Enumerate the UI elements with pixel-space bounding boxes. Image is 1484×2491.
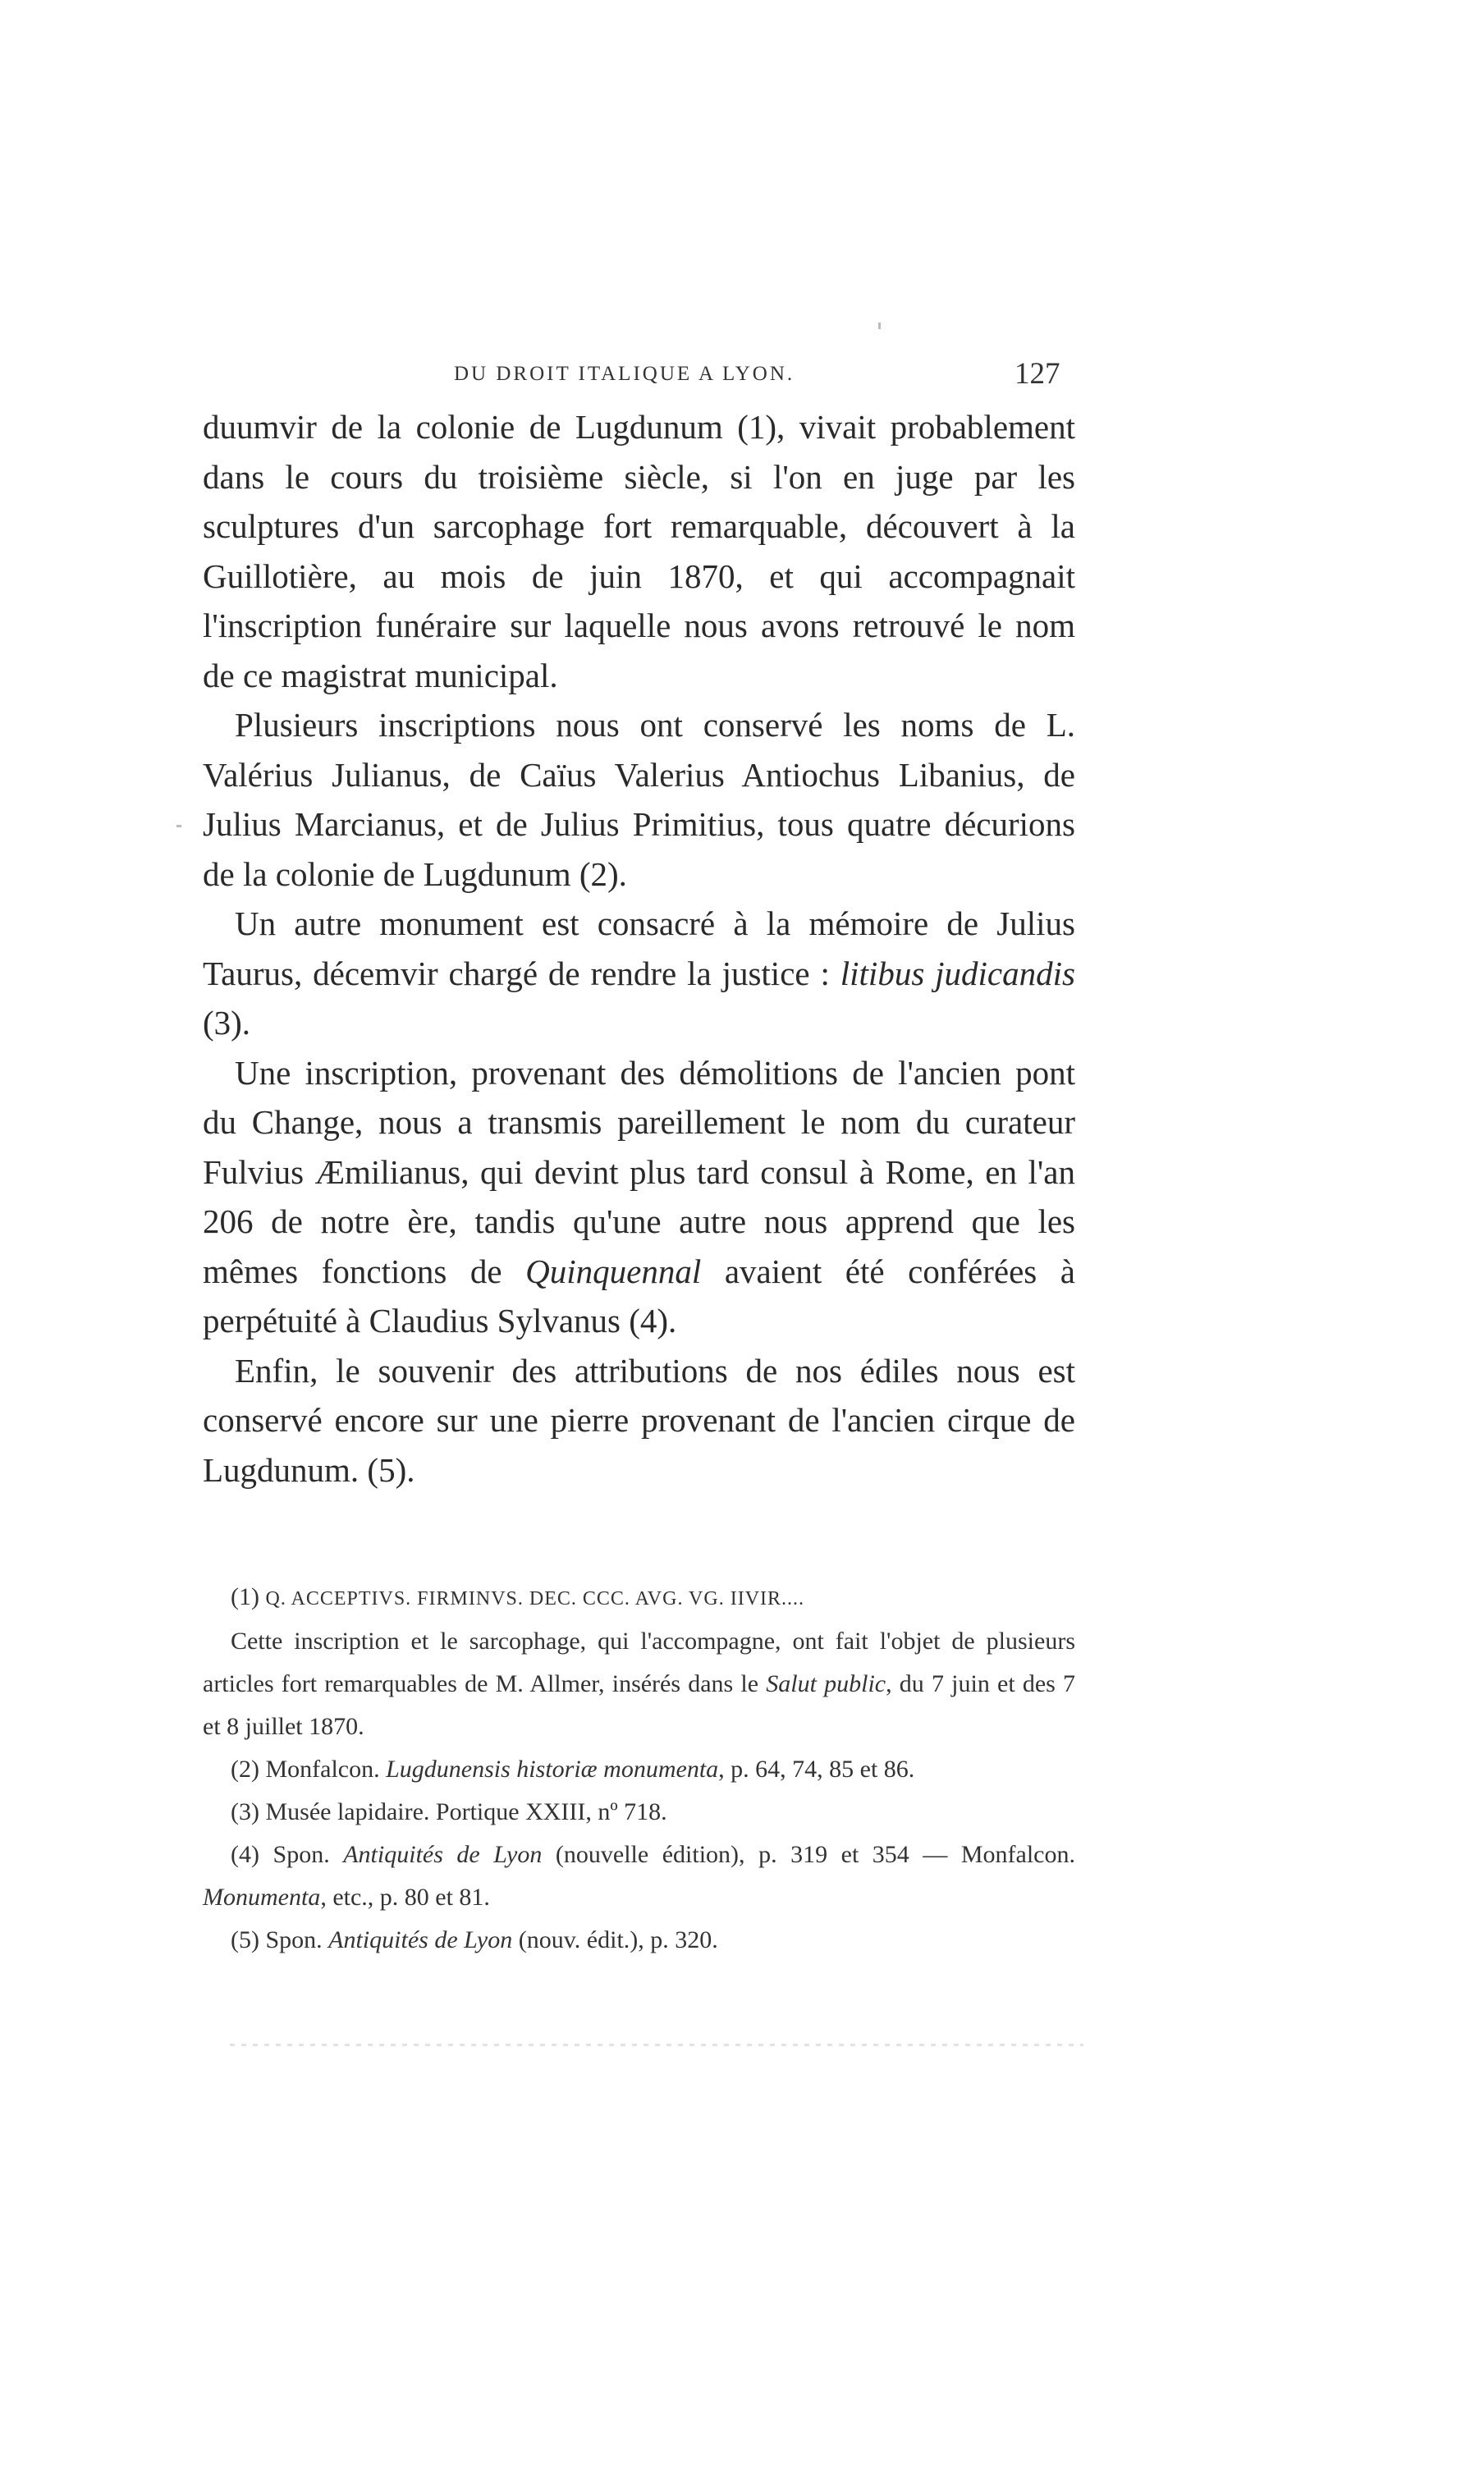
paragraph-3-end: (3). xyxy=(203,1004,251,1042)
paragraph-5: Enfin, le souvenir des attributions de nos édiles nous est conservé encore sur une pierre provenant de l'ancien cirque de Lugdunum. (5). xyxy=(203,1351,1075,1489)
footnote-4-italic-2: Monumenta xyxy=(203,1884,321,1911)
footnote-5-b: (nouv. édit.), p. 320. xyxy=(512,1926,718,1953)
paragraph-4 xyxy=(203,1048,1075,1346)
main-text xyxy=(203,402,1075,1495)
footnote-5-a: (5) Spon. xyxy=(231,1926,329,1953)
paragraph-3 xyxy=(203,899,1075,1048)
footnote-1-inscription-text: Q. ACCEPTIVS. FIRMINVS. DEC. CCC. AVG. VG. IIVIR.... xyxy=(265,1588,805,1610)
paragraph-1: duumvir de la colonie de Lugdunum (1), vivait probablement dans le cours du troisième siècle, si l'on en juge par les sculptures d'un sarcophage fort remarquable, découvert à la Guillotière, au mois de juin 1870, et qui accompagnait l'inscription funéraire sur laquelle nous avons retrouvé le nom de ce magistrat municipal. xyxy=(203,408,1075,694)
footnote-2 xyxy=(203,1748,1075,1791)
footnote-4-c: , etc., p. 80 et 81. xyxy=(320,1884,490,1911)
footnote-5 xyxy=(203,1919,1075,1962)
footnote-5-italic: Antiquités de Lyon xyxy=(328,1926,513,1953)
footnote-2-b: , p. 64, 74, 85 et 86. xyxy=(718,1756,915,1783)
paragraph-4-end: avaient été conférées à perpétuité à Claudius Sylvanus (4). xyxy=(203,1252,1076,1339)
running-title: DU DROIT ITALIQUE A LYON. xyxy=(454,363,795,385)
page-number: 127 xyxy=(1015,357,1060,391)
paragraph-2: Plusieurs inscriptions nous ont conservé les noms de L. Valérius Julianus, de Caïus Valerius Antiochus Libanius, de Julius Marcianus, et de Julius Primitius, tous quatre décurions de la colonie de Lugdunum (2). xyxy=(203,706,1075,893)
footnotes xyxy=(203,1576,1075,1962)
footnote-1-italic: Salut public xyxy=(766,1670,886,1697)
scan-speck xyxy=(176,825,181,827)
paragraph-4-text: Une inscription, provenant des démolitions de l'ancien pont du Change, nous a transmis pareillement le nom du curateur Fulvius Æmilianus, qui devint plus tard consul à Rome, en l'an 206 de notre ère, tandis qu'une autre nous apprend que les mêmes fonctions de xyxy=(203,1053,1075,1290)
footnote-1-marker: (1) xyxy=(231,1583,259,1610)
footnote-1-inscription xyxy=(203,1576,1075,1620)
footnote-1-text-b: , du 7 juin et des 7 et 8 juillet 1870. xyxy=(203,1670,1076,1740)
scan-noise-line xyxy=(230,2044,1083,2046)
footnote-4-b: (nouvelle édition), p. 319 et 354 — Monfalcon. xyxy=(542,1841,1075,1868)
paragraph-4-italic: Quinquennal xyxy=(525,1252,702,1290)
footnote-1-text-a: Cette inscription et le sarcophage, qui l'accompagne, ont fait l'objet de plusieurs articles fort remarquables de M. Allmer, insérés dans le xyxy=(203,1628,1075,1697)
paragraph-3-italic: litibus judicandis xyxy=(840,954,1075,992)
footnote-2-a: (2) Monfalcon. xyxy=(231,1756,387,1783)
footnote-4-italic: Antiquités de Lyon xyxy=(343,1841,543,1868)
scan-speck xyxy=(878,323,881,329)
footnote-3: (3) Musée lapidaire. Portique XXIII, nº 718. xyxy=(231,1798,667,1825)
paragraph-3-text: Un autre monument est consacré à la mémoire de Julius Taurus, décemvir chargé de rendre la justice : xyxy=(203,904,1075,992)
footnote-4 xyxy=(203,1834,1075,1919)
footnote-1-text xyxy=(203,1620,1075,1748)
footnote-2-italic: Lugdunensis historiæ monumenta xyxy=(386,1756,719,1783)
footnote-4-a: (4) Spon. xyxy=(231,1841,344,1868)
